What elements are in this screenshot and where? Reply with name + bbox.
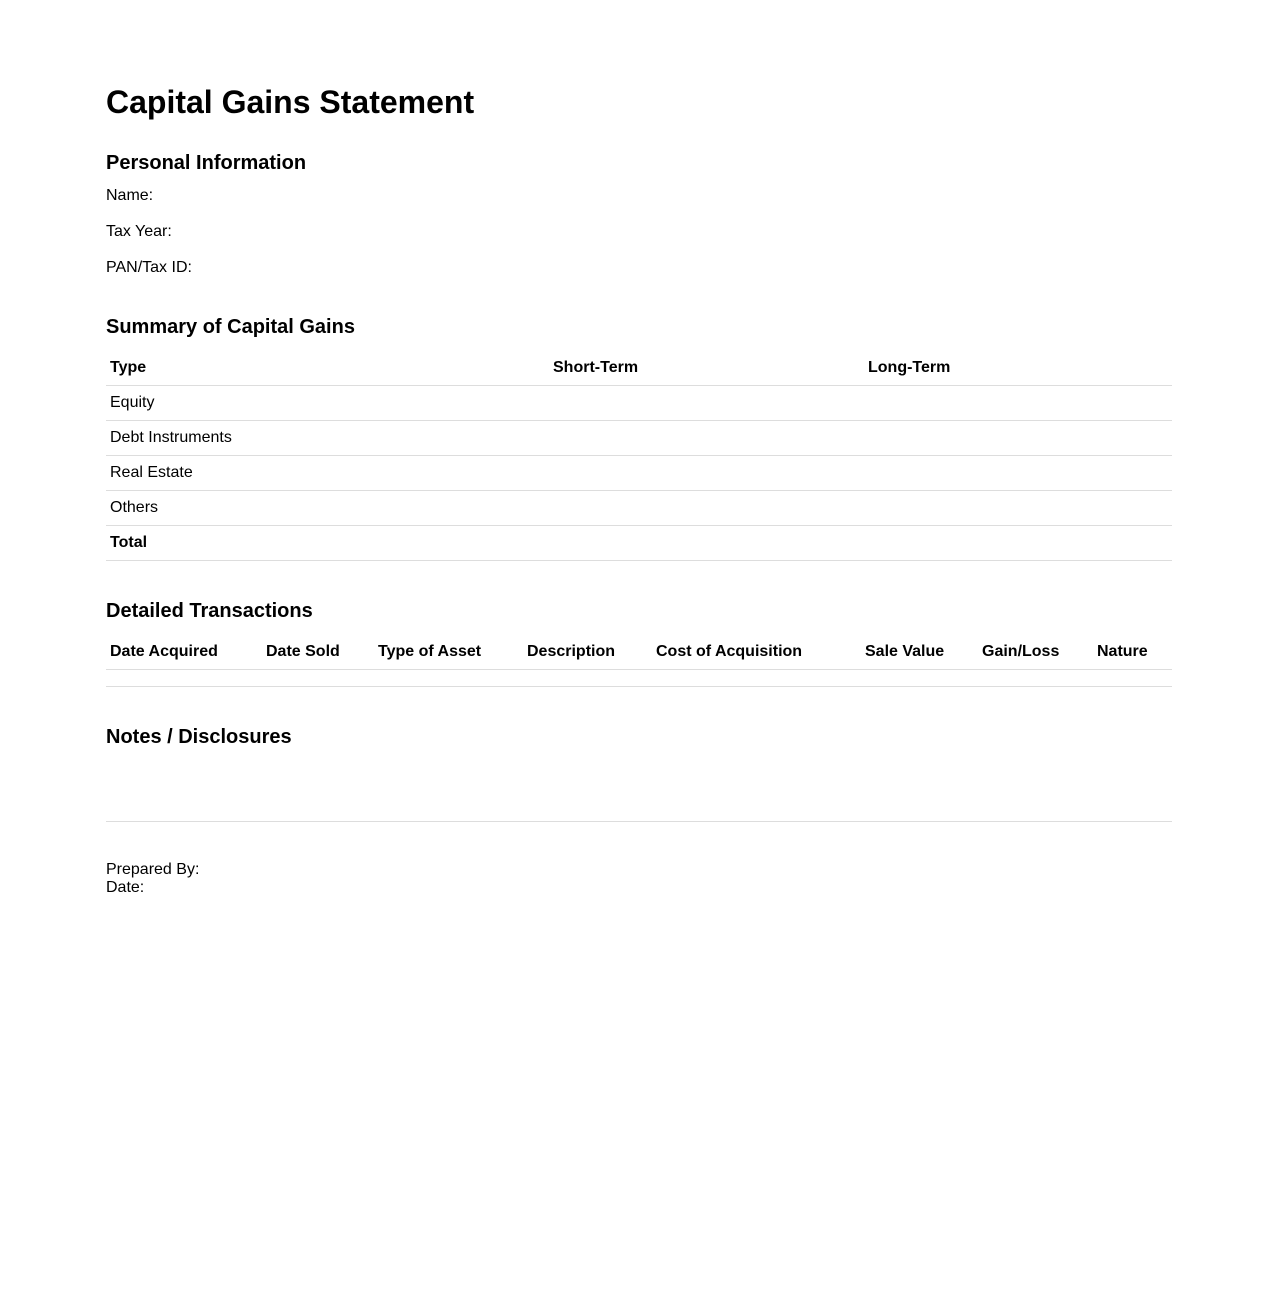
empty-row <box>106 670 1172 687</box>
notes-heading: Notes / Disclosures <box>106 726 292 748</box>
total-row <box>106 526 1172 561</box>
short-term-value <box>549 491 864 526</box>
long-term-value <box>864 456 1172 491</box>
col-description: Description <box>523 635 652 670</box>
notes-divider <box>106 821 1172 822</box>
col-sale-value: Sale Value <box>861 635 978 670</box>
col-type-of-asset: Type of Asset <box>374 635 523 670</box>
row-type: Real Estate <box>106 456 549 491</box>
table-row <box>106 456 1172 491</box>
row-type: Debt Instruments <box>106 421 549 456</box>
total-label: Total <box>106 526 549 561</box>
short-term-value <box>549 386 864 421</box>
transactions-table <box>106 635 1172 687</box>
long-term-value <box>864 386 1172 421</box>
date-label: Date: <box>106 879 145 896</box>
long-term-total <box>864 526 1172 561</box>
short-term-total <box>549 526 864 561</box>
table-row <box>106 421 1172 456</box>
transactions-header-row <box>106 635 1172 670</box>
pan-label: PAN/Tax ID: <box>106 259 192 276</box>
short-term-value <box>549 421 864 456</box>
row-type: Others <box>106 491 549 526</box>
name-label: Name: <box>106 187 154 204</box>
short-term-value <box>549 456 864 491</box>
empty-cell <box>106 670 1172 687</box>
col-date-sold: Date Sold <box>262 635 374 670</box>
col-type: Type <box>106 351 549 386</box>
page-title: Capital Gains Statement <box>106 84 475 120</box>
table-row <box>106 491 1172 526</box>
col-short-term: Short-Term <box>549 351 864 386</box>
table-row <box>106 386 1172 421</box>
summary-header-row <box>106 351 1172 386</box>
col-cost-of-acquisition: Cost of Acquisition <box>652 635 861 670</box>
col-gain-loss: Gain/Loss <box>978 635 1093 670</box>
prepared-by-label: Prepared By: <box>106 861 200 878</box>
col-nature: Nature <box>1093 635 1172 670</box>
col-long-term: Long-Term <box>864 351 1172 386</box>
personal-info-heading: Personal Information <box>106 152 307 174</box>
summary-table <box>106 351 1172 561</box>
col-date-acquired: Date Acquired <box>106 635 262 670</box>
tax-year-label: Tax Year: <box>106 223 172 240</box>
row-type: Equity <box>106 386 549 421</box>
details-heading: Detailed Transactions <box>106 600 313 622</box>
long-term-value <box>864 491 1172 526</box>
summary-heading: Summary of Capital Gains <box>106 316 355 338</box>
long-term-value <box>864 421 1172 456</box>
